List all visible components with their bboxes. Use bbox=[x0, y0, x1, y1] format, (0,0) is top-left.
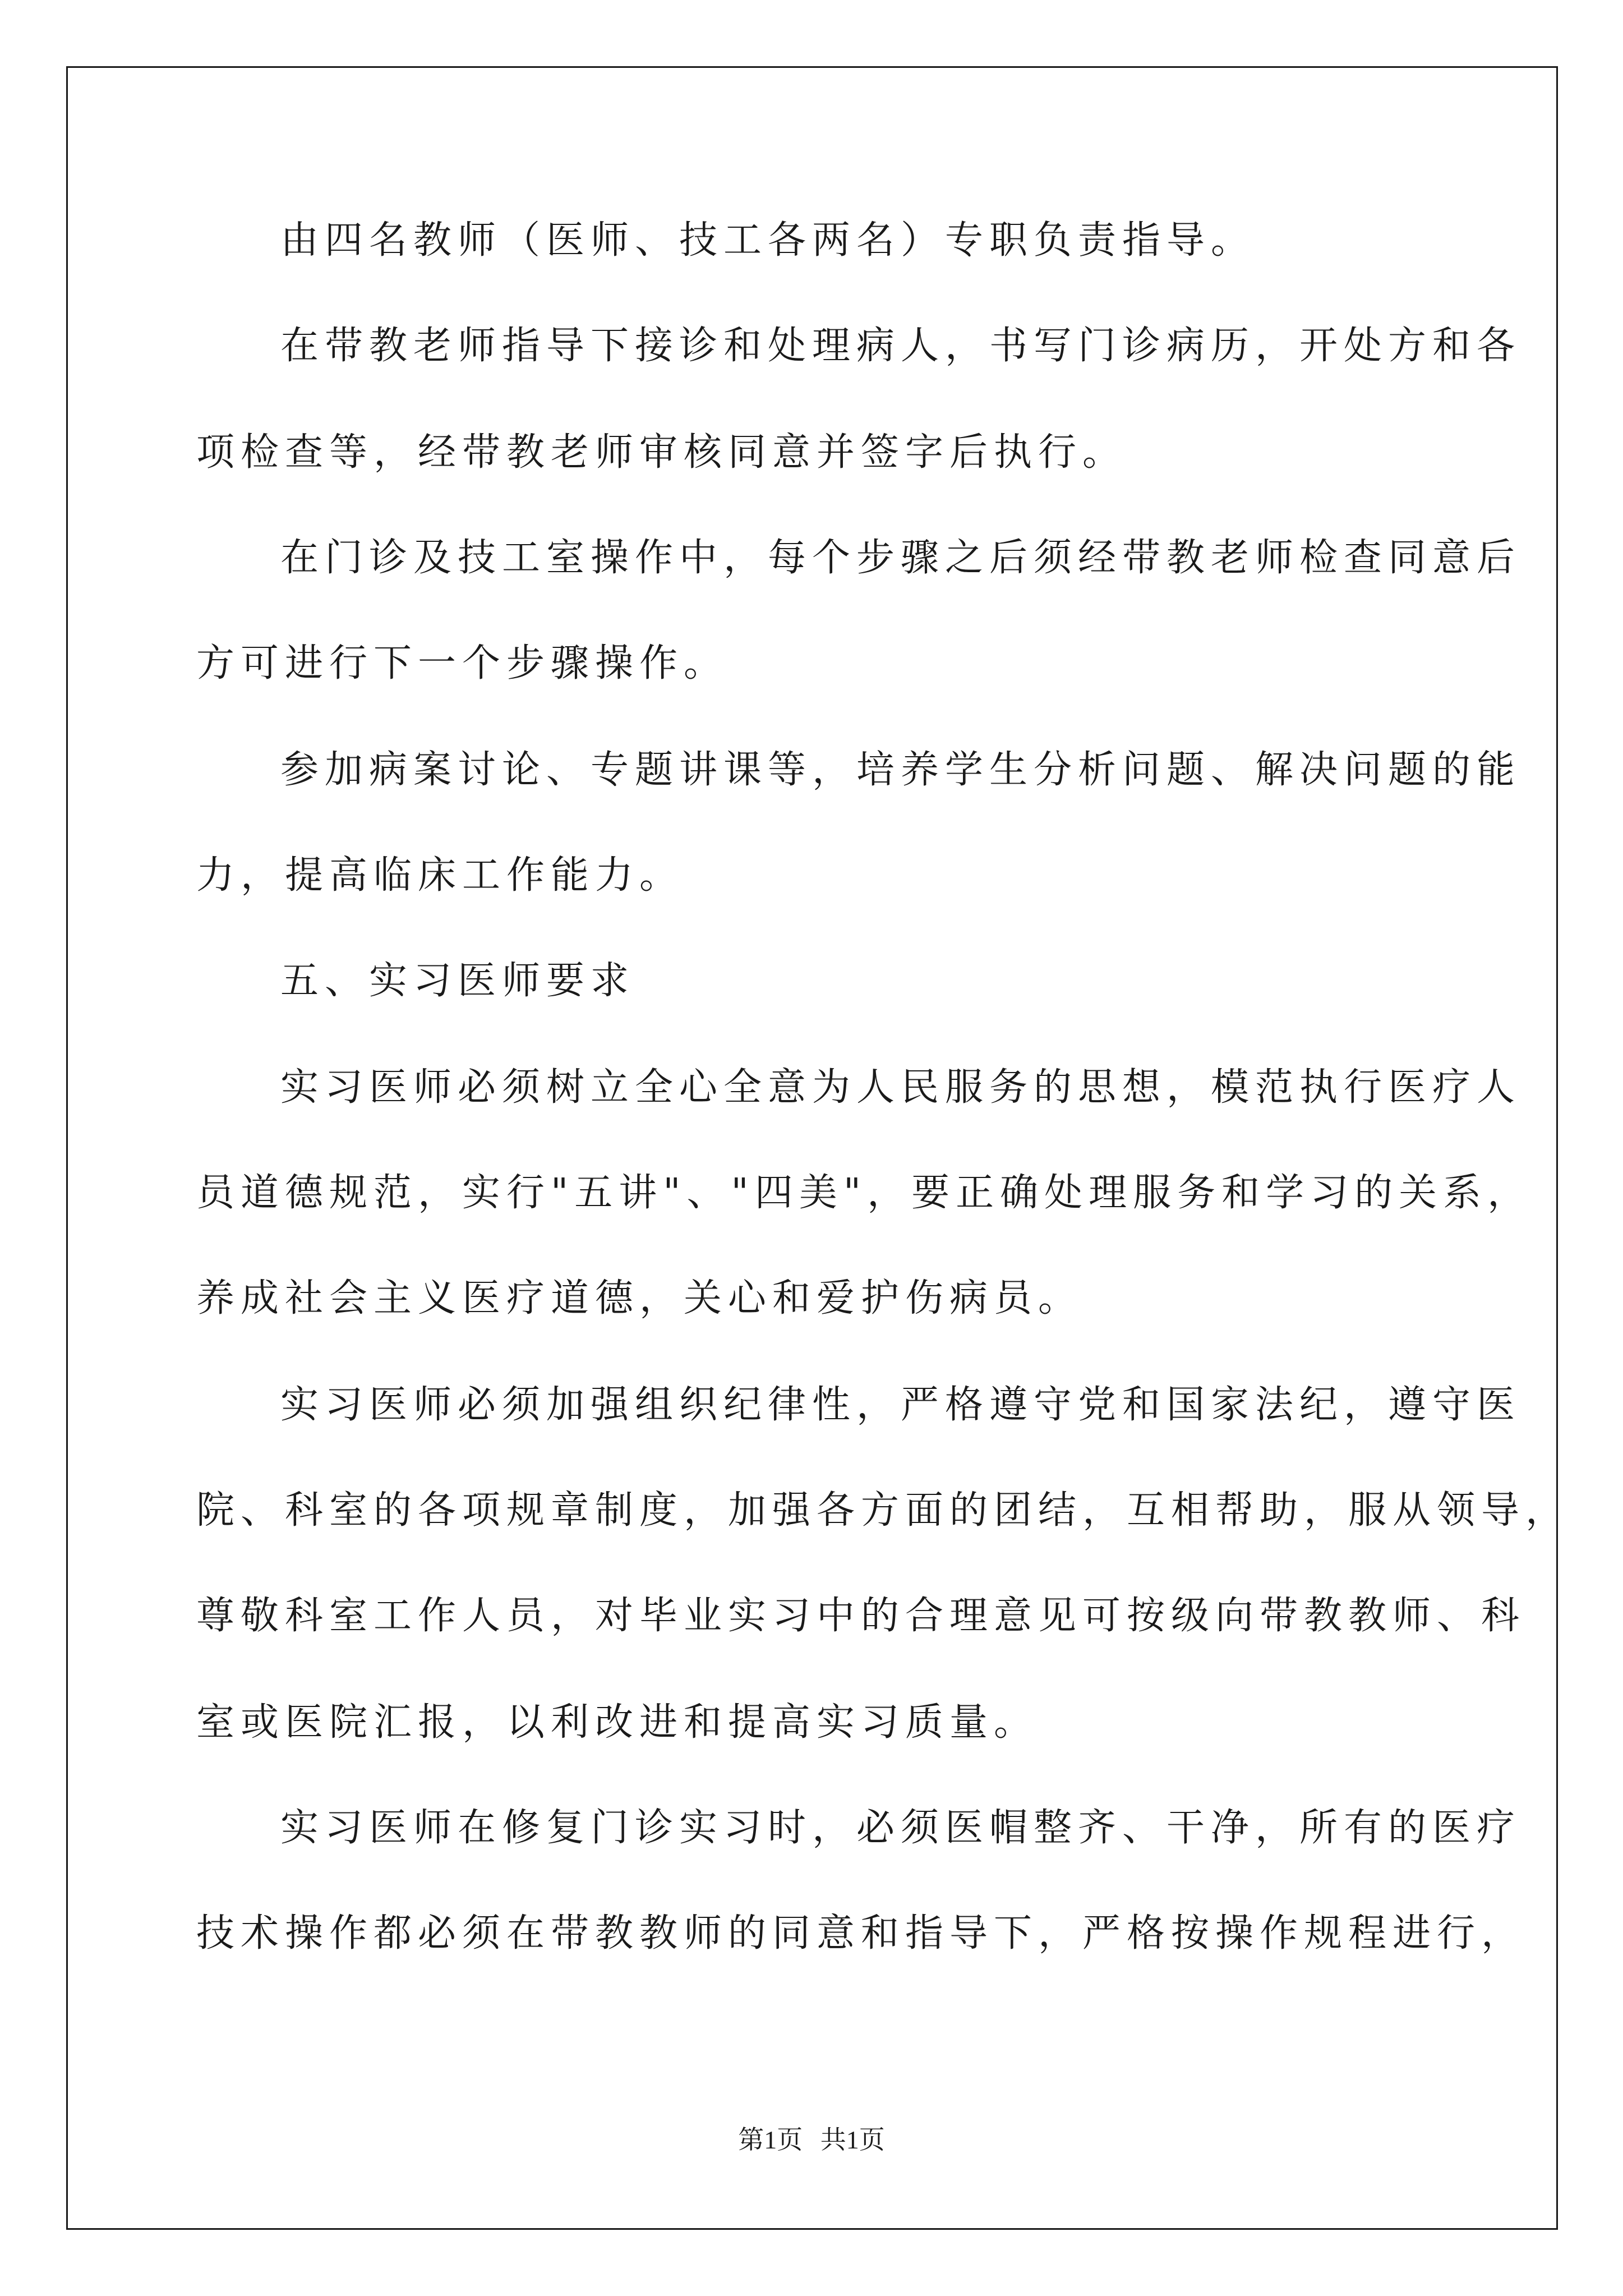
page-number: 第1页 bbox=[738, 2125, 803, 2154]
text-line-6: 参加病案讨论、专题讲课等，培养学生分析问题、解决问题的能 bbox=[280, 748, 1521, 792]
text-line-17: 技术操作都必须在带教教师的同意和指导下，严格按操作规程进行， bbox=[196, 1911, 1526, 1955]
text-line-4: 在门诊及技工室操作中，每个步骤之后须经带教老师检查同意后 bbox=[280, 536, 1521, 580]
text-line-13: 院、科室的各项规章制度，加强各方面的团结，互相帮助，服从领导， bbox=[196, 1488, 1570, 1533]
text-line-15: 室或医院汇报，以利改进和提高实习质量。 bbox=[196, 1700, 1039, 1745]
text-line-12: 实习医师必须加强组织纪律性，严格遵守党和国家法纪，遵守医 bbox=[280, 1383, 1521, 1427]
text-line-10: 员道德规范，实行"五讲"、"四美"，要正确处理服务和学习的关系， bbox=[196, 1171, 1532, 1215]
section-heading: 五、实习医师要求 bbox=[280, 959, 635, 1003]
text-line-5: 方可进行下一个步骤操作。 bbox=[196, 641, 728, 685]
text-line-2: 在带教老师指导下接诊和处理病人，书写门诊病历，开处方和各 bbox=[280, 324, 1521, 368]
text-line-11: 养成社会主义医疗道德，关心和爱护伤病员。 bbox=[196, 1276, 1083, 1320]
text-line-14: 尊敬科室工作人员，对毕业实习中的合理意见可按级向带教教师、科 bbox=[196, 1594, 1526, 1638]
text-line-3: 项检查等，经带教老师审核同意并签字后执行。 bbox=[196, 430, 1127, 475]
page-footer bbox=[0, 2123, 1623, 2157]
text-line-1: 由四名教师（医师、技工各两名）专职负责指导。 bbox=[280, 218, 1256, 263]
page-total: 共1页 bbox=[820, 2125, 885, 2154]
text-line-16: 实习医师在修复门诊实习时，必须医帽整齐、干净，所有的医疗 bbox=[280, 1806, 1521, 1850]
text-line-7: 力，提高临床工作能力。 bbox=[196, 853, 684, 898]
text-line-9: 实习医师必须树立全心全意为人民服务的思想，模范执行医疗人 bbox=[280, 1065, 1521, 1110]
